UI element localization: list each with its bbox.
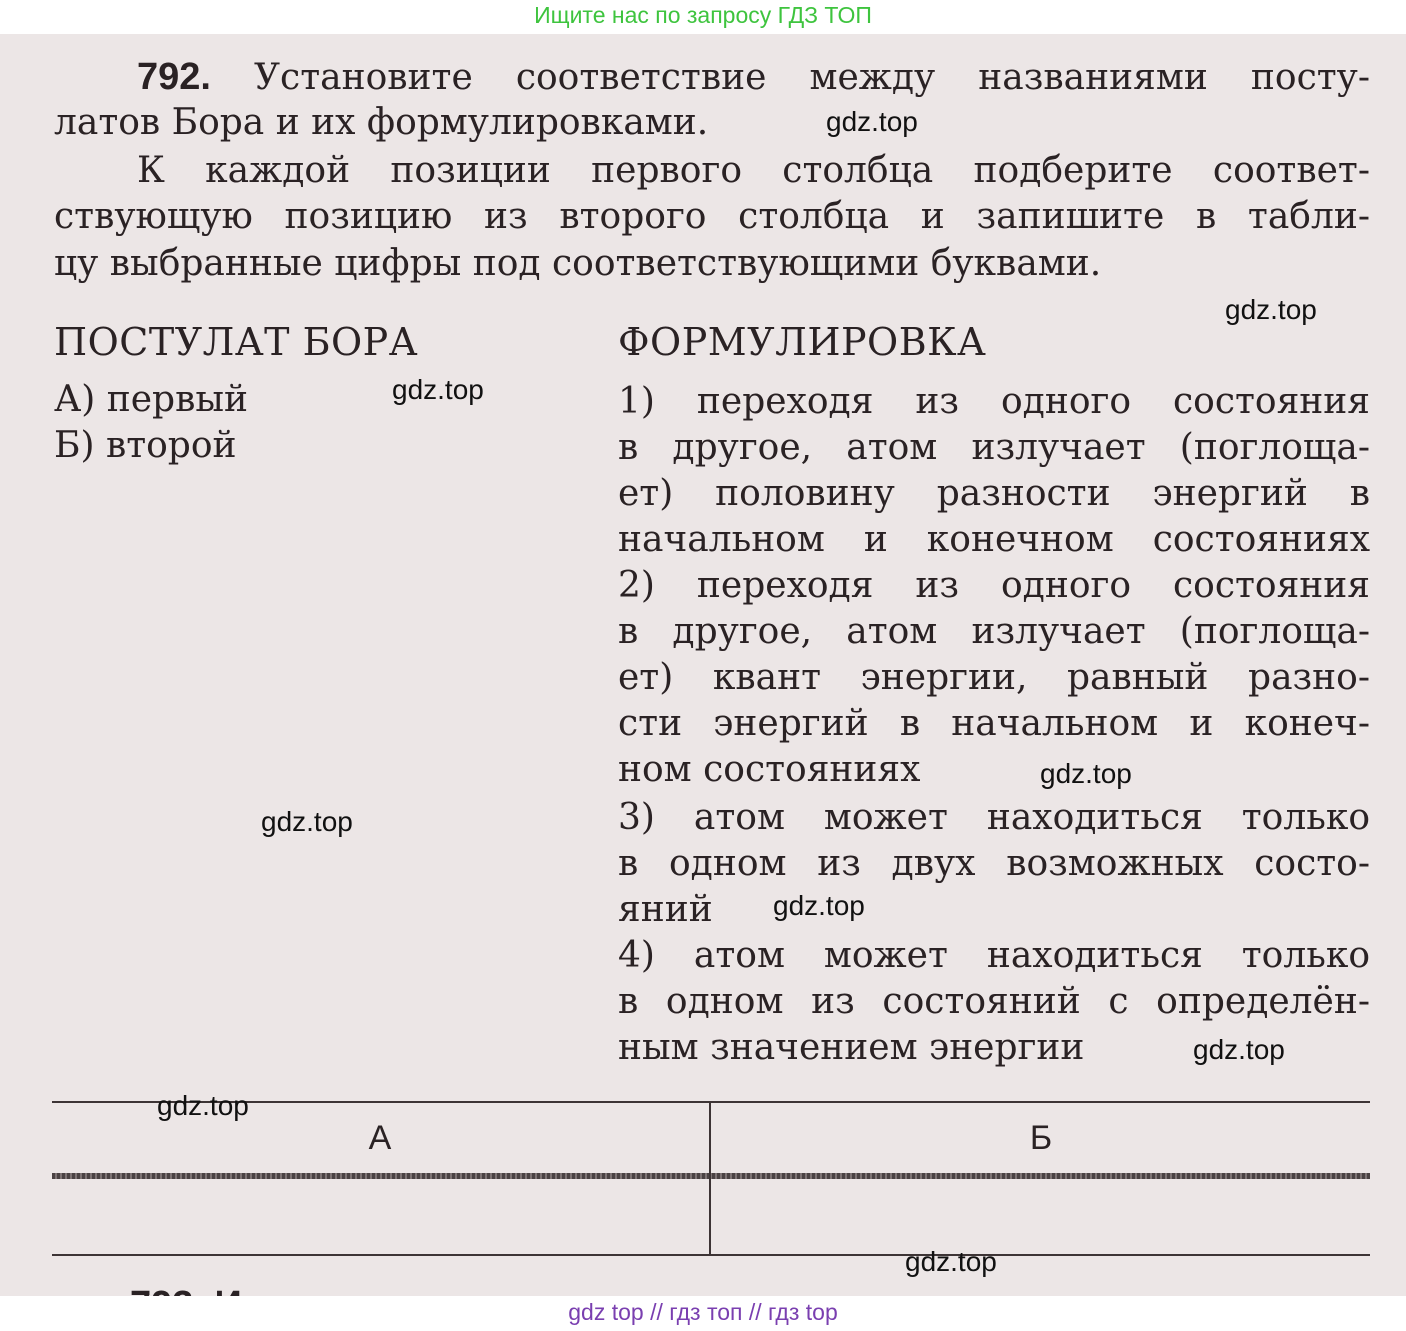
right-column-heading: ФОРМУЛИРОВКА bbox=[618, 320, 987, 364]
watermark: gdz.top bbox=[826, 106, 918, 137]
left-item-b: Б) второй bbox=[54, 425, 237, 466]
option-3-line-3: яний bbox=[618, 889, 713, 930]
textbook-page bbox=[0, 34, 1406, 1296]
option-1-line-3: ет) половину разности энергий в bbox=[618, 473, 1370, 514]
task-number: 792. bbox=[137, 56, 211, 98]
watermark: gdz.top bbox=[1193, 1034, 1285, 1065]
table-header-a: А bbox=[368, 1119, 392, 1157]
table-column-divider bbox=[709, 1101, 711, 1256]
left-item-a: А) первый bbox=[54, 379, 249, 420]
table-header-b: Б bbox=[1029, 1119, 1053, 1157]
task-line-1-text: Установите соответствие между названиями посту- bbox=[210, 57, 1370, 98]
option-4-line-3: ным значением энергии bbox=[618, 1027, 1085, 1068]
option-2-line-5: ном состояниях bbox=[618, 749, 921, 790]
table-top-border bbox=[52, 1101, 1370, 1103]
task-line-5: цу выбранные цифры под соответствующими буквами. bbox=[54, 243, 1102, 284]
option-3-line-2: в одном из двух возможных состо- bbox=[618, 843, 1370, 884]
task-line-2: латов Бора и их формулировками. bbox=[54, 102, 709, 143]
table-header-divider bbox=[52, 1173, 1370, 1179]
task-line-1 bbox=[137, 54, 1370, 101]
option-4-line-1: 4) атом может находиться только bbox=[618, 935, 1370, 976]
option-2-line-1: 2) переходя из одного состояния bbox=[618, 565, 1370, 606]
bottom-banner: gdz top // гдз топ // гдз top bbox=[0, 1296, 1406, 1331]
watermark: gdz.top bbox=[1040, 758, 1132, 789]
answer-cell-b[interactable] bbox=[712, 1180, 1368, 1252]
option-2-line-3: ет) квант энергии, равный разно- bbox=[618, 657, 1370, 698]
watermark: gdz.top bbox=[1225, 294, 1317, 325]
watermark: gdz.top bbox=[261, 806, 353, 837]
option-2-line-2: в другое, атом излучает (поглоща- bbox=[618, 611, 1370, 652]
watermark: gdz.top bbox=[157, 1090, 249, 1121]
watermark: gdz.top bbox=[773, 890, 865, 921]
option-4-line-2: в одном из состояний с определён- bbox=[618, 981, 1370, 1022]
option-1-line-4: начальном и конечном состояниях bbox=[618, 519, 1370, 560]
task-line-3: К каждой позиции первого столбца подберите соответ- bbox=[137, 150, 1370, 191]
task-line-4: ствующую позицию из второго столбца и запишите в табли- bbox=[54, 196, 1370, 237]
option-1-line-1: 1) переходя из одного состояния bbox=[618, 381, 1370, 422]
option-2-line-4: сти энергий в начальном и конеч- bbox=[618, 703, 1370, 744]
option-1-line-2: в другое, атом излучает (поглоща- bbox=[618, 427, 1370, 468]
left-column-heading: ПОСТУЛАТ БОРА bbox=[54, 320, 419, 364]
answer-cell-a[interactable] bbox=[54, 1180, 708, 1252]
watermark: gdz.top bbox=[905, 1246, 997, 1277]
table-bottom-border bbox=[52, 1254, 1370, 1256]
top-banner: Ищите нас по запросу ГДЗ ТОП bbox=[0, 0, 1406, 34]
watermark: gdz.top bbox=[392, 374, 484, 405]
option-3-line-1: 3) атом может находиться только bbox=[618, 797, 1370, 838]
